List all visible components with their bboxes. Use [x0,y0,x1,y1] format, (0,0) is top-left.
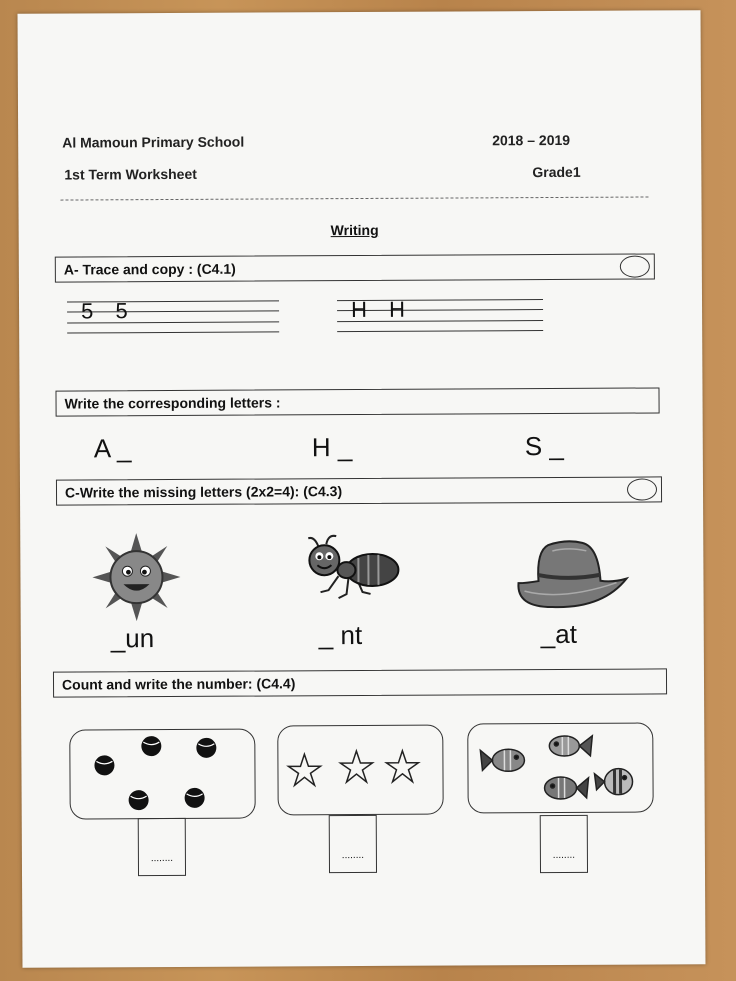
count-box-balls [69,729,255,820]
hat-icon [512,535,632,614]
sun-icon [90,531,182,623]
school-year: 2018 – 2019 [492,131,571,149]
section-a-bar [55,253,655,282]
worksheet-term: 1st Term Worksheet [64,165,197,183]
answer-box-1[interactable]: ........ [138,818,186,876]
section-b-bar [55,387,659,416]
answer-box-3[interactable]: ........ [540,815,588,873]
score-circle[interactable] [627,478,657,500]
ball-icon [141,736,161,756]
worksheet-page [18,10,706,968]
star-icon [288,754,320,785]
ball-group [70,730,256,821]
school-name: Al Mamoun Primary School [62,133,245,151]
word-ant[interactable]: _ nt [318,619,363,651]
star-group [278,726,444,817]
trace-text-2: H H [350,296,414,323]
fish-group [468,723,654,814]
fish-icon [545,777,589,799]
trace-lines-1[interactable] [67,300,279,333]
ball-icon [94,755,114,775]
score-circle[interactable] [620,255,650,277]
star-icon [340,751,372,782]
fish-icon [594,769,632,795]
answer-box-2[interactable]: ........ [329,815,377,873]
word-hat[interactable]: _at [540,618,577,650]
letter-s[interactable]: S _ [524,430,564,462]
section-c-bar [56,476,662,505]
ant-icon [298,532,402,607]
fish-icon [480,749,524,771]
trace-text-1: 5 5 [80,298,136,324]
count-box-stars [277,725,443,816]
trace-lines-2[interactable] [337,296,543,332]
ball-icon [129,790,149,810]
count-box-fish [467,722,653,813]
section-b-label: Write the corresponding letters : [64,394,281,412]
section-title: Writing [330,221,379,239]
header-divider [60,196,648,200]
ball-icon [185,788,205,808]
letter-a[interactable]: A _ [93,433,132,464]
section-d-label: Count and write the number: (C4.4) [61,675,296,693]
star-icon [386,751,418,782]
word-sun[interactable]: _un [110,623,155,654]
ball-icon [196,738,216,758]
section-a-label: A- Trace and copy : (C4.1) [63,260,236,278]
grade-label: Grade1 [532,163,581,181]
letter-h[interactable]: H _ [311,432,353,463]
section-d-bar [53,668,667,697]
section-c-label: C-Write the missing letters (2x2=4): (C4.3) [64,483,343,501]
fish-icon [549,736,592,756]
